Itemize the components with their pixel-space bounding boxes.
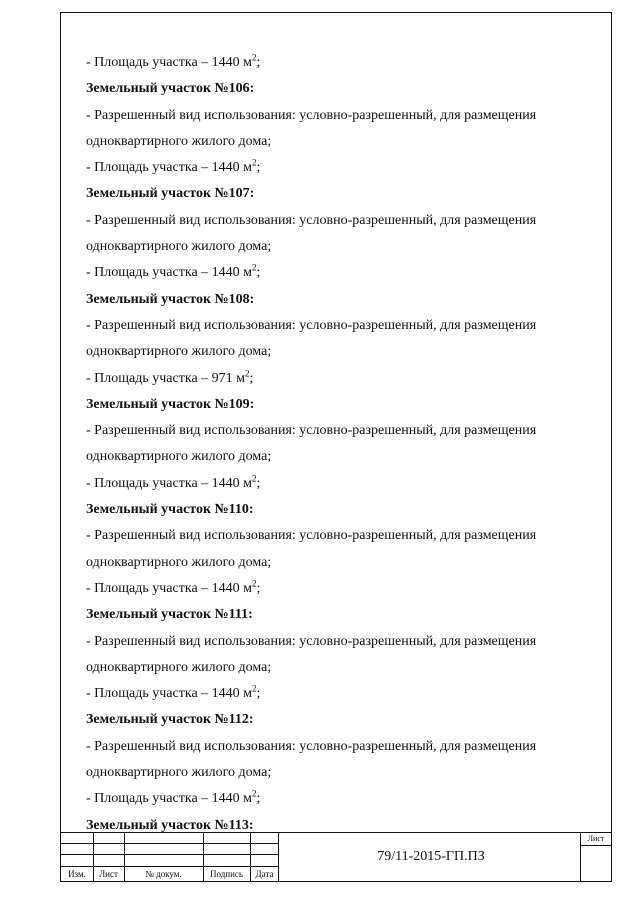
area-punctuation: ; (256, 580, 261, 596)
plot-area-line (86, 576, 596, 602)
area-unit-exponent: 2 (252, 52, 257, 63)
area-punctuation: ; (256, 55, 261, 70)
area-punctuation: ; (256, 475, 261, 491)
plot-heading: Земельный участок №110: (86, 502, 254, 518)
plot-area-line (86, 366, 596, 392)
area-unit-exponent: 2 (245, 367, 250, 378)
area-text: - Площадь участка – 1440 м (86, 55, 253, 70)
document-body (86, 50, 596, 839)
revision-grid (61, 833, 279, 881)
plot-heading: Земельный участок №113: (86, 817, 254, 833)
body-text-line: одноквартирного жилого дома; (86, 344, 272, 360)
body-text-line: - Разрешенный вид использования: условно-разрешенный, для размещения (86, 528, 537, 544)
body-text-line: одноквартирного жилого дома; (86, 765, 272, 781)
col-label-date: Дата (255, 869, 274, 879)
col-label-signature: Подпись (209, 869, 244, 879)
body-text-line: - Разрешенный вид использования: условно-разрешенный, для размещения (86, 738, 537, 754)
area-unit-exponent: 2 (252, 788, 257, 799)
col-label-change: Изм. (68, 869, 86, 879)
plot-area-line (86, 260, 596, 286)
plot-heading: Земельный участок №106: (86, 81, 255, 97)
body-text-line: - Разрешенный вид использования: условно-разрешенный, для размещения (86, 212, 537, 228)
area-punctuation: ; (256, 686, 261, 702)
col-label-sheet: Лист (99, 869, 118, 879)
plot-area-line (86, 471, 596, 497)
area-unit-exponent: 2 (252, 473, 257, 484)
body-text-line: одноквартирного жилого дома; (86, 554, 272, 570)
area-text: - Площадь участка – 1440 м (86, 475, 253, 491)
area-punctuation: ; (256, 160, 261, 176)
body-text-line: - Разрешенный вид использования: условно-разрешенный, для размещения (86, 633, 537, 649)
plot-heading: Земельный участок №109: (86, 396, 255, 412)
area-text: - Площадь участка – 1440 м (86, 791, 253, 807)
body-text-line: одноквартирного жилого дома; (86, 449, 272, 465)
area-text: - Площадь участка – 1440 м (86, 160, 253, 176)
col-label-doc-number: № докум. (145, 869, 182, 879)
area-unit-exponent: 2 (252, 157, 257, 168)
body-text-line: одноквартирного жилого дома; (86, 659, 272, 675)
plot-area-line (86, 155, 596, 181)
plot-heading: Земельный участок №111: (86, 607, 253, 623)
area-unit-exponent: 2 (252, 262, 257, 273)
body-text-line: одноквартирного жилого дома; (86, 239, 272, 255)
plot-area-line (86, 681, 596, 707)
area-punctuation: ; (249, 370, 254, 386)
sheet-label: Лист (587, 834, 605, 843)
area-text: - Площадь участка – 1440 м (86, 580, 253, 596)
area-unit-exponent: 2 (252, 683, 257, 694)
plot-heading: Земельный участок №108: (86, 291, 255, 307)
area-punctuation: ; (256, 791, 261, 807)
plot-heading: Земельный участок №107: (86, 186, 255, 202)
body-text-line: одноквартирного жилого дома; (86, 133, 272, 149)
plot-area-line (86, 786, 596, 812)
area-text: - Площадь участка – 971 м (86, 370, 246, 386)
area-punctuation: ; (256, 265, 261, 281)
body-text-line: - Разрешенный вид использования: условно-разрешенный, для размещения (86, 423, 537, 439)
area-text: - Площадь участка – 1440 м (86, 686, 253, 702)
body-text-line: - Разрешенный вид использования: условно-разрешенный, для размещения (86, 317, 537, 333)
title-block (60, 832, 612, 882)
document-code: 79/11-2015-ГП.ПЗ (377, 849, 485, 864)
body-text-line: - Разрешенный вид использования: условно-разрешенный, для размещения (86, 107, 537, 123)
area-unit-exponent: 2 (252, 578, 257, 589)
plot-heading: Земельный участок №112: (86, 712, 254, 728)
area-text: - Площадь участка – 1440 м (86, 265, 253, 281)
plot-area-line (86, 50, 596, 76)
sheet-number-cell (580, 833, 611, 881)
